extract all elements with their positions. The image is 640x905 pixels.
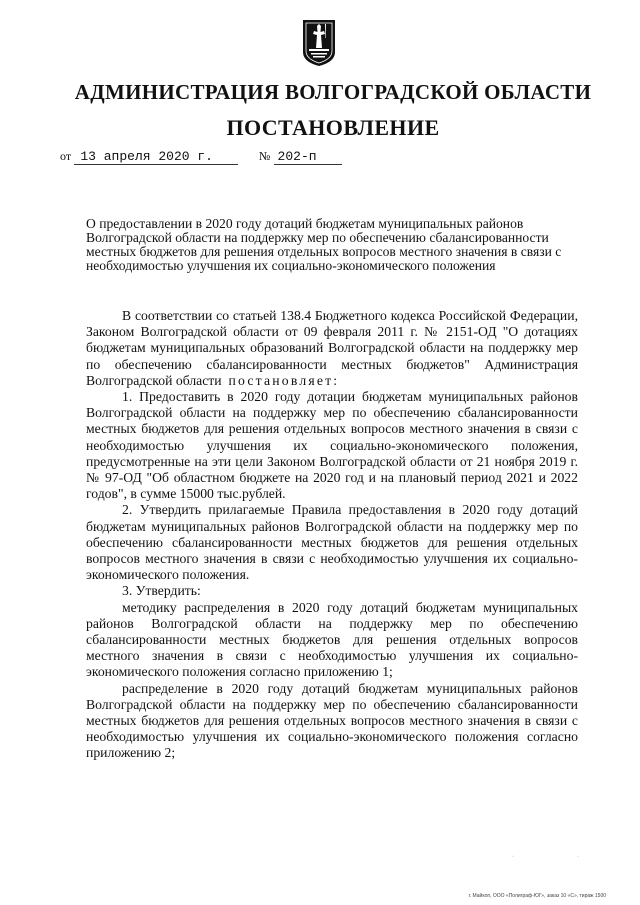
paragraph-2: 2. Утвердить прилагаемые Правила предоставления в 2020 году дотаций бюджетам муниципальных районов Волгоградской области на поддержку мер по обеспечению сбалансированности местных бюджетов для решения отдельных вопросов местного значения в связи с необходимостью улучшения их социально-экономического положения. xyxy=(86,502,578,583)
scan-specks: · · xyxy=(512,854,579,860)
paragraph-3: 3. Утвердить: xyxy=(122,583,201,599)
document-meta xyxy=(60,148,342,165)
preamble-paragraph xyxy=(86,308,578,389)
number-prefix: № xyxy=(258,149,271,163)
paragraph-3b: распределение в 2020 году дотаций бюджетам муниципальных районов Волгоградской области на поддержку мер по обеспечению сбалансированности местных бюджетов для решения отдельных вопросов местного значения в связи с необходимостью улучшения их социально-экономического положения согласно приложению 2; xyxy=(86,680,578,761)
paragraph-3a: методику распределения в 2020 году дотаций бюджетам муниципальных районов Волгоградской области на поддержку мер по обеспечению сбалансированности местных бюджетов для решения отдельных вопросов местного значения в связи с необходимостью улучшения их социально-экономического положения согласно приложению 1; xyxy=(86,599,578,680)
printer-imprint: г. Майкоп, ООО «Полиграф-ЮГ», заказ 10 «С», тираж 1500 xyxy=(468,893,606,899)
volgograd-coat-of-arms-icon xyxy=(301,18,337,68)
date-prefix: от xyxy=(60,149,72,163)
organization-name: АДМИНИСТРАЦИЯ ВОЛГОГРАДСКОЙ ОБЛАСТИ xyxy=(74,80,592,104)
document-title: О предоставлении в 2020 году дотаций бюджетам муниципальных районов Волгоградской области на поддержку мер по обеспечению сбалансированности местных бюджетов для решения отдельных вопросов местного значения в связи с необходимостью улучшения их социально-экономического положения xyxy=(86,216,562,273)
decree-word: постановляет: xyxy=(228,372,340,388)
document-type: ПОСТАНОВЛЕНИЕ xyxy=(226,115,440,140)
document-number: 202-п xyxy=(274,150,342,165)
paragraph-1: 1. Предоставить в 2020 году дотации бюджетам муниципальных районов Волгоградской области на поддержку мер по обеспечению сбалансированности местных бюджетов для решения отдельных вопросов местного значения в связи с необходимостью улучшения их социально-экономического положения, предусмотренные на эти цели Законом Волгоградской области от 21 ноября 2019 г. № 97-ОД "Об областном бюджете на 2020 год и на плановый период 2021 и 2022 годов", в сумме 15000 тыс.рублей. xyxy=(86,389,578,502)
preamble-text: В соответствии со статьей 138.4 Бюджетного кодекса Российской Федерации, Законом Волгоградской области от 09 февраля 2011 г. № 2151-ОД "О дотациях бюджетам муниципальных образований Волгоградской области на поддержку мер по обеспечению сбалансированности местных бюджетов" Администрация Волгоградской области xyxy=(86,308,578,388)
document-date: 13 апреля 2020 г. xyxy=(74,150,238,165)
document-body xyxy=(86,308,578,762)
